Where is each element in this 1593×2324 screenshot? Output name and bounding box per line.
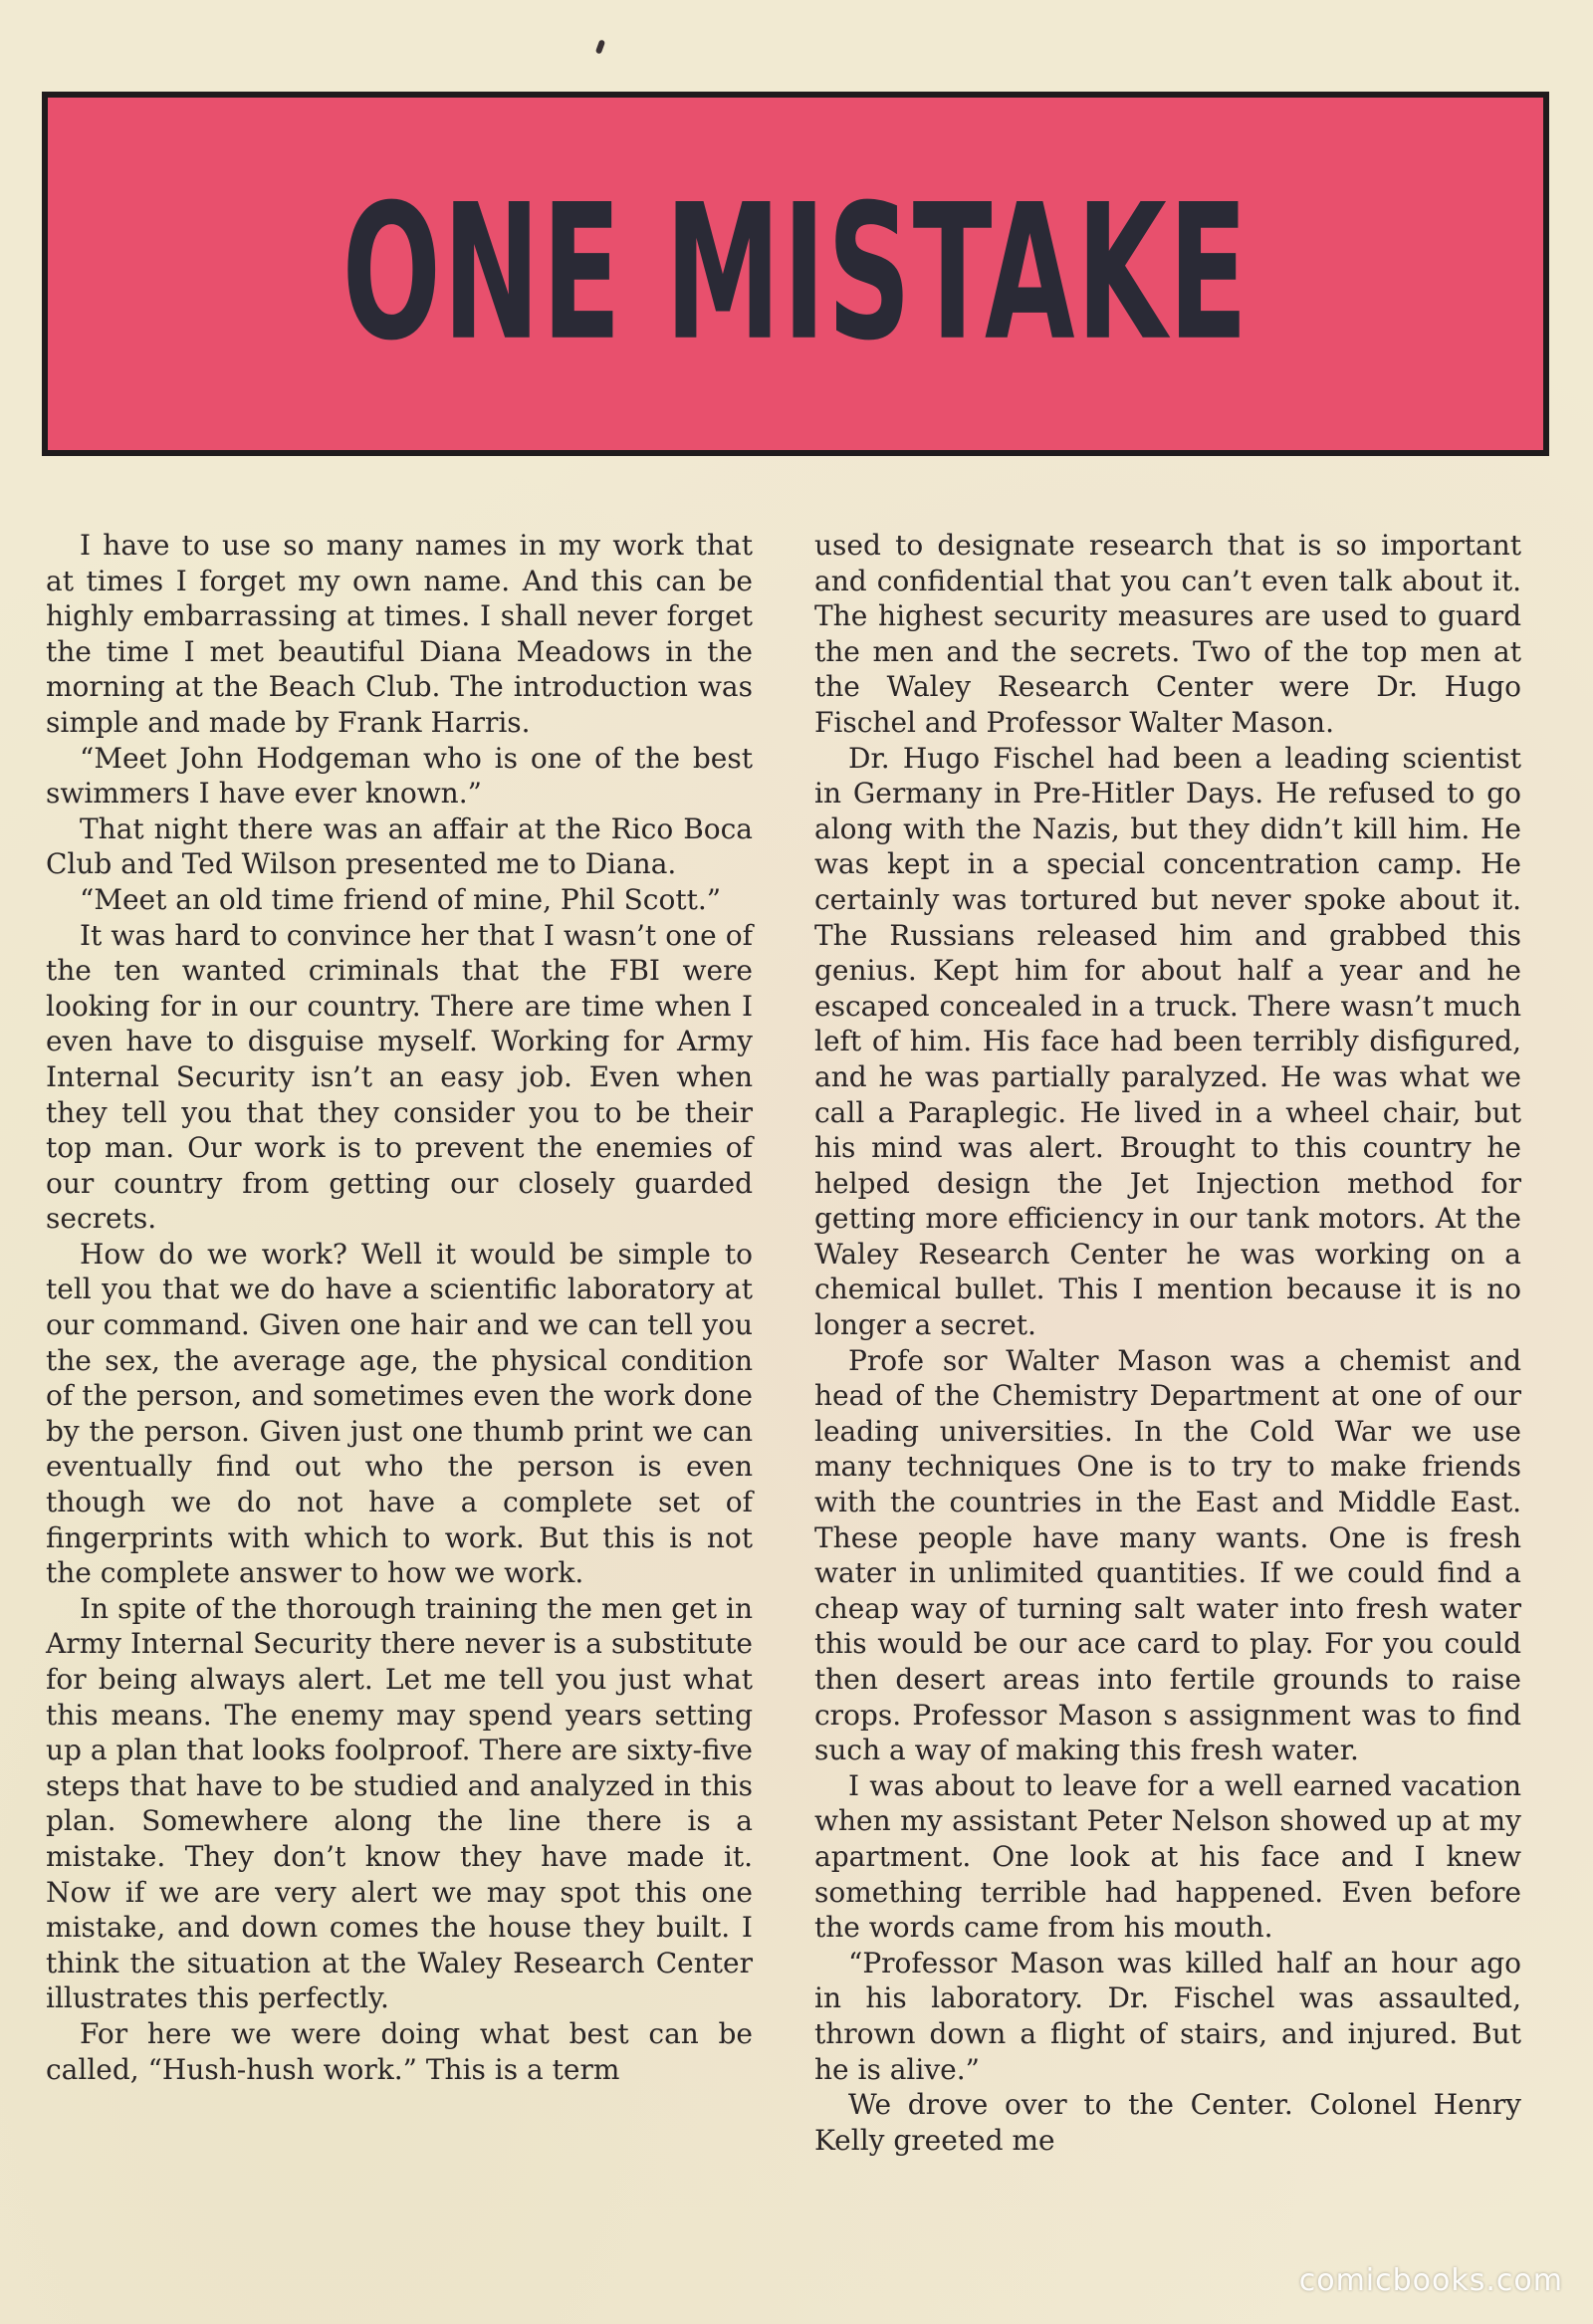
paragraph: For here we were doing what best can be called, “Hush-hush work.” This is a term bbox=[46, 2016, 753, 2086]
paragraph: “Meet John Hodgeman who is one of the best swimmers I have ever known.” bbox=[46, 741, 753, 811]
paragraph: That night there was an affair at the Rico Boca Club and Ted Wilson presented me to Diana. bbox=[46, 812, 753, 881]
paragraph: “Professor Mason was killed half an hour ago in his laboratory. Dr. Fischel was assaulted, thrown down a flight of stairs, and injured. But he is alive.” bbox=[814, 1946, 1521, 2086]
paragraph: “Meet an old time friend of mine, Phil Scott.” bbox=[80, 882, 722, 916]
right-column bbox=[814, 528, 1521, 2158]
paragraph: How do we work? Well it would be simple to tell you that we do have a scientific laboratory at our command. Given one hair and we can tell you the sex, the average age, the physical condition of the person, and sometimes even the work done by the person. Given just one thumb print we can eventually find out who the person is even though we do not have a complete set of fingerprints with which to work. But this is not the complete answer to how we work. bbox=[46, 1237, 753, 1590]
paragraph: In spite of the thorough training the men get in Army Internal Security there never is a substitute for being always alert. Let me tell you just what this means. The enemy may spend years setting up a plan that looks foolproof. There are sixty-five steps that have to be studied and analyzed in this plan. Somewhere along the line there is a mistake. They don’t know they have made it. Now if we are very alert we may spot this one mistake, and down comes the house they built. I think the situation at the Waley Research Center illustrates this perfectly. bbox=[46, 1591, 753, 2015]
paragraph: Profe sor Walter Mason was a chemist and head of the Chemistry Department at one of our leading universities. In the Cold War we use many techniques One is to try to make friends with the countries in the East and Middle East. These people have many wants. One is fresh water in unlimited quantities. If we could find a cheap way of turning salt water into fresh water this would be our ace card to play. For you could then desert areas into fertile grounds to raise crops. Professor Mason s assignment was to find such a way of making this fresh water. bbox=[814, 1343, 1521, 1767]
site-watermark: comicbooks.com bbox=[1298, 2263, 1563, 2298]
story-title: ONE MISTAKE bbox=[341, 165, 1250, 382]
paragraph: I have to use so many names in my work that at times I forget my own name. And this can be highly embarrassing at times. I shall never forget the time I met beautiful Diana Meadows in the morning at the Beach Club. The introduction was simple and made by Frank Harris. bbox=[46, 529, 753, 739]
paragraph-continuation: used to designate research that is so important and confidential that you can’t even talk about it. The highest security measures are used to guard the men and the secrets. Two of the top men at the Waley Research Center were Dr. Hugo Fischel and Professor Walter Mason. bbox=[814, 529, 1521, 739]
paragraph: We drove over to the Center. Colonel Henry Kelly greeted me bbox=[814, 2088, 1521, 2157]
paragraph: Dr. Hugo Fischel had been a leading scientist in Germany in Pre-Hitler Days. He refused to go along with the Nazis, but they didn’t kill him. He was kept in a special concentration camp. He certainly was tortured but never spoke about it. The Russians released him and grabbed this genius. Kept him for about half a year and he escaped concealed in a truck. There wasn’t much left of him. His face had been terribly disfigured, and he was partially paralyzed. He was what we call a Paraplegic. He lived in a wheel chair, but his mind was alert. Brought to this country he helped design the Jet Injection method for getting more efficiency in our tank motors. At the Waley Research Center he was working on a chemical bullet. This I mention because it is no longer a secret. bbox=[814, 741, 1521, 1342]
paragraph: I was about to leave for a well earned vacation when my assistant Peter Nelson showed up at my apartment. One look at his face and I knew something terrible had happened. Even before the words came from his mouth. bbox=[814, 1768, 1521, 1945]
title-banner bbox=[42, 92, 1549, 456]
paragraph: It was hard to convince her that I wasn’t one of the ten wanted criminals that the FBI were looking for in our country. There are time when I even have to disguise myself. Working for Army Internal Security isn’t an easy job. Even when they tell you that they consider you to be their top man. Our work is to prevent the enemies of our country from getting our closely guarded secrets. bbox=[46, 918, 753, 1236]
left-column bbox=[46, 528, 753, 2087]
